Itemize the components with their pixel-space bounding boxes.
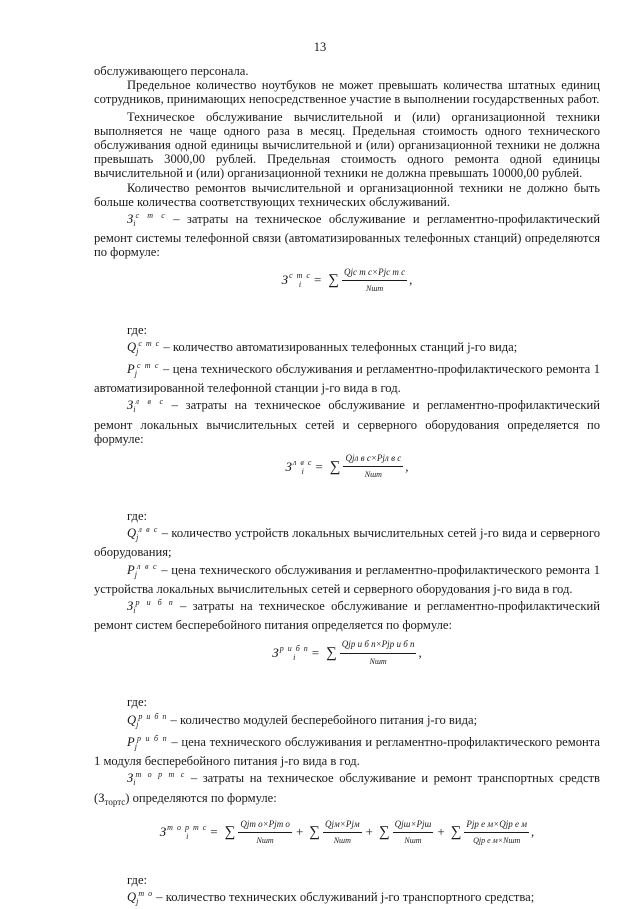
term-definition: $Q_j^{т о}$ – количество технических обслуживаний j-го транспортного средства; xyxy=(127,888,535,906)
paragraph: $З_i^{т о р т с}$ – затраты на техническое обслуживание и ремонт транспортных средств $(З_{тортс})$ определяются по формуле: xyxy=(94,770,600,807)
term-definition: $P_j^{с т с}$ – цена технического обслуживания и регламентно-профилактического ремонта 1 автоматизированной телефонной станции j-го вида в год. xyxy=(94,361,600,396)
term-definition: $P_j^{р и б п}$ – цена технического обслуживания и регламентно-профилактического ремонта 1 модуля бесперебойного питания j-го вида в год. xyxy=(94,733,600,769)
page-number: 13 xyxy=(313,40,327,54)
formula-tortc: З т о р т с i = ∑ $\frac{\text{Qjт о×Pjт о}}{\text{Nшт}}$ + ∑ $\frac{\text{Qjм×Pjм}}{\text{Nшт}}$ + ∑ $\frac{\text{Qjш×Pjш}}{\text{Nшт}}$ + ∑ $\frac{\text{Pjр е м×Qjр е м}}{\text{Qjр е м×Nшт}}$ , xyxy=(159,818,535,845)
term-definition: $Q_j^{с т с}$ – количество автоматизированных телефонных станций j-го вида; xyxy=(127,338,518,356)
paragraph: обслуживающего персонала. xyxy=(94,64,249,78)
formula-stc: З с т с i = ∑ $\frac{\text{Qjс т с×Pjс т с}}{\text{Nшт}}$ , xyxy=(281,266,413,293)
text: – затраты на техническое обслуживание и регламентно-профилактический ремонт системы телефонной связи (автоматизированных телефонных станций) определяются по формуле: xyxy=(94,212,600,260)
paragraph: Предельное количество ноутбуков не может превышать количества штатных единиц сотрудников, принимающих непосредственное участие в выполнении государственных работ. xyxy=(94,78,600,107)
paragraph: Количество ремонтов вычислительной и организационной техники не должно быть больше количества соответствующих технических обслуживаний. xyxy=(94,180,600,209)
paragraph: $З_i^{р и б п}$ – затраты на техническое обслуживание и регламентно-профилактический ремонт систем бесперебойного питания определяется по формуле: xyxy=(94,598,600,633)
term-definition: $Q_j^{л в с}$ – количество устройств локальных вычислительных сетей j-го вида и серверного оборудования; xyxy=(94,525,600,560)
symbol: $З_i^{с т с}$ xyxy=(127,211,166,229)
paragraph: Техническое обслуживание вычислительной и (или) организационной техники выполняется не чаще одного раза в месяц. Предельная стоимость одного технического обслуживания одной единицы вычислительной и (или) организационной техники не должна превышать 3000,00 рублей. Предельная стоимость одного ремонта одной единицы вычислительной и (или) организационной техники не должна превышать 10000,00 рублей. xyxy=(94,109,600,181)
paragraph xyxy=(94,209,600,260)
paragraph: $З_i^{л в с}$ – затраты на техническое обслуживание и регламентно-профилактический ремонт локальных вычислительных сетей и серверного оборудования определяется по формуле: xyxy=(94,397,600,446)
where-label: где: xyxy=(127,695,148,710)
term-definition: $P_j^{л в с}$ – цена технического обслуживания и регламентно-профилактического ремонта 1 устройства локальных вычислительных сетей и серверного оборудования j-го вида в год. xyxy=(94,561,601,596)
formula-ribp: З р и б п i = ∑ $\frac{\text{Qjр и б п×Pjр и б п}}{\text{Nшт}}$ , xyxy=(272,639,422,666)
page-body xyxy=(94,64,600,909)
formula-lvs: З л в с i = ∑ $\frac{\text{Qjл в с×Pjл в с}}{\text{Nшт}}$ , xyxy=(285,453,409,480)
term-definition: $Q_j^{р и б п}$ – количество модулей бесперебойного питания j-го вида; xyxy=(127,711,478,729)
where-label: где: xyxy=(127,322,148,337)
where-label: где: xyxy=(127,872,148,887)
where-label: где: xyxy=(127,509,148,524)
